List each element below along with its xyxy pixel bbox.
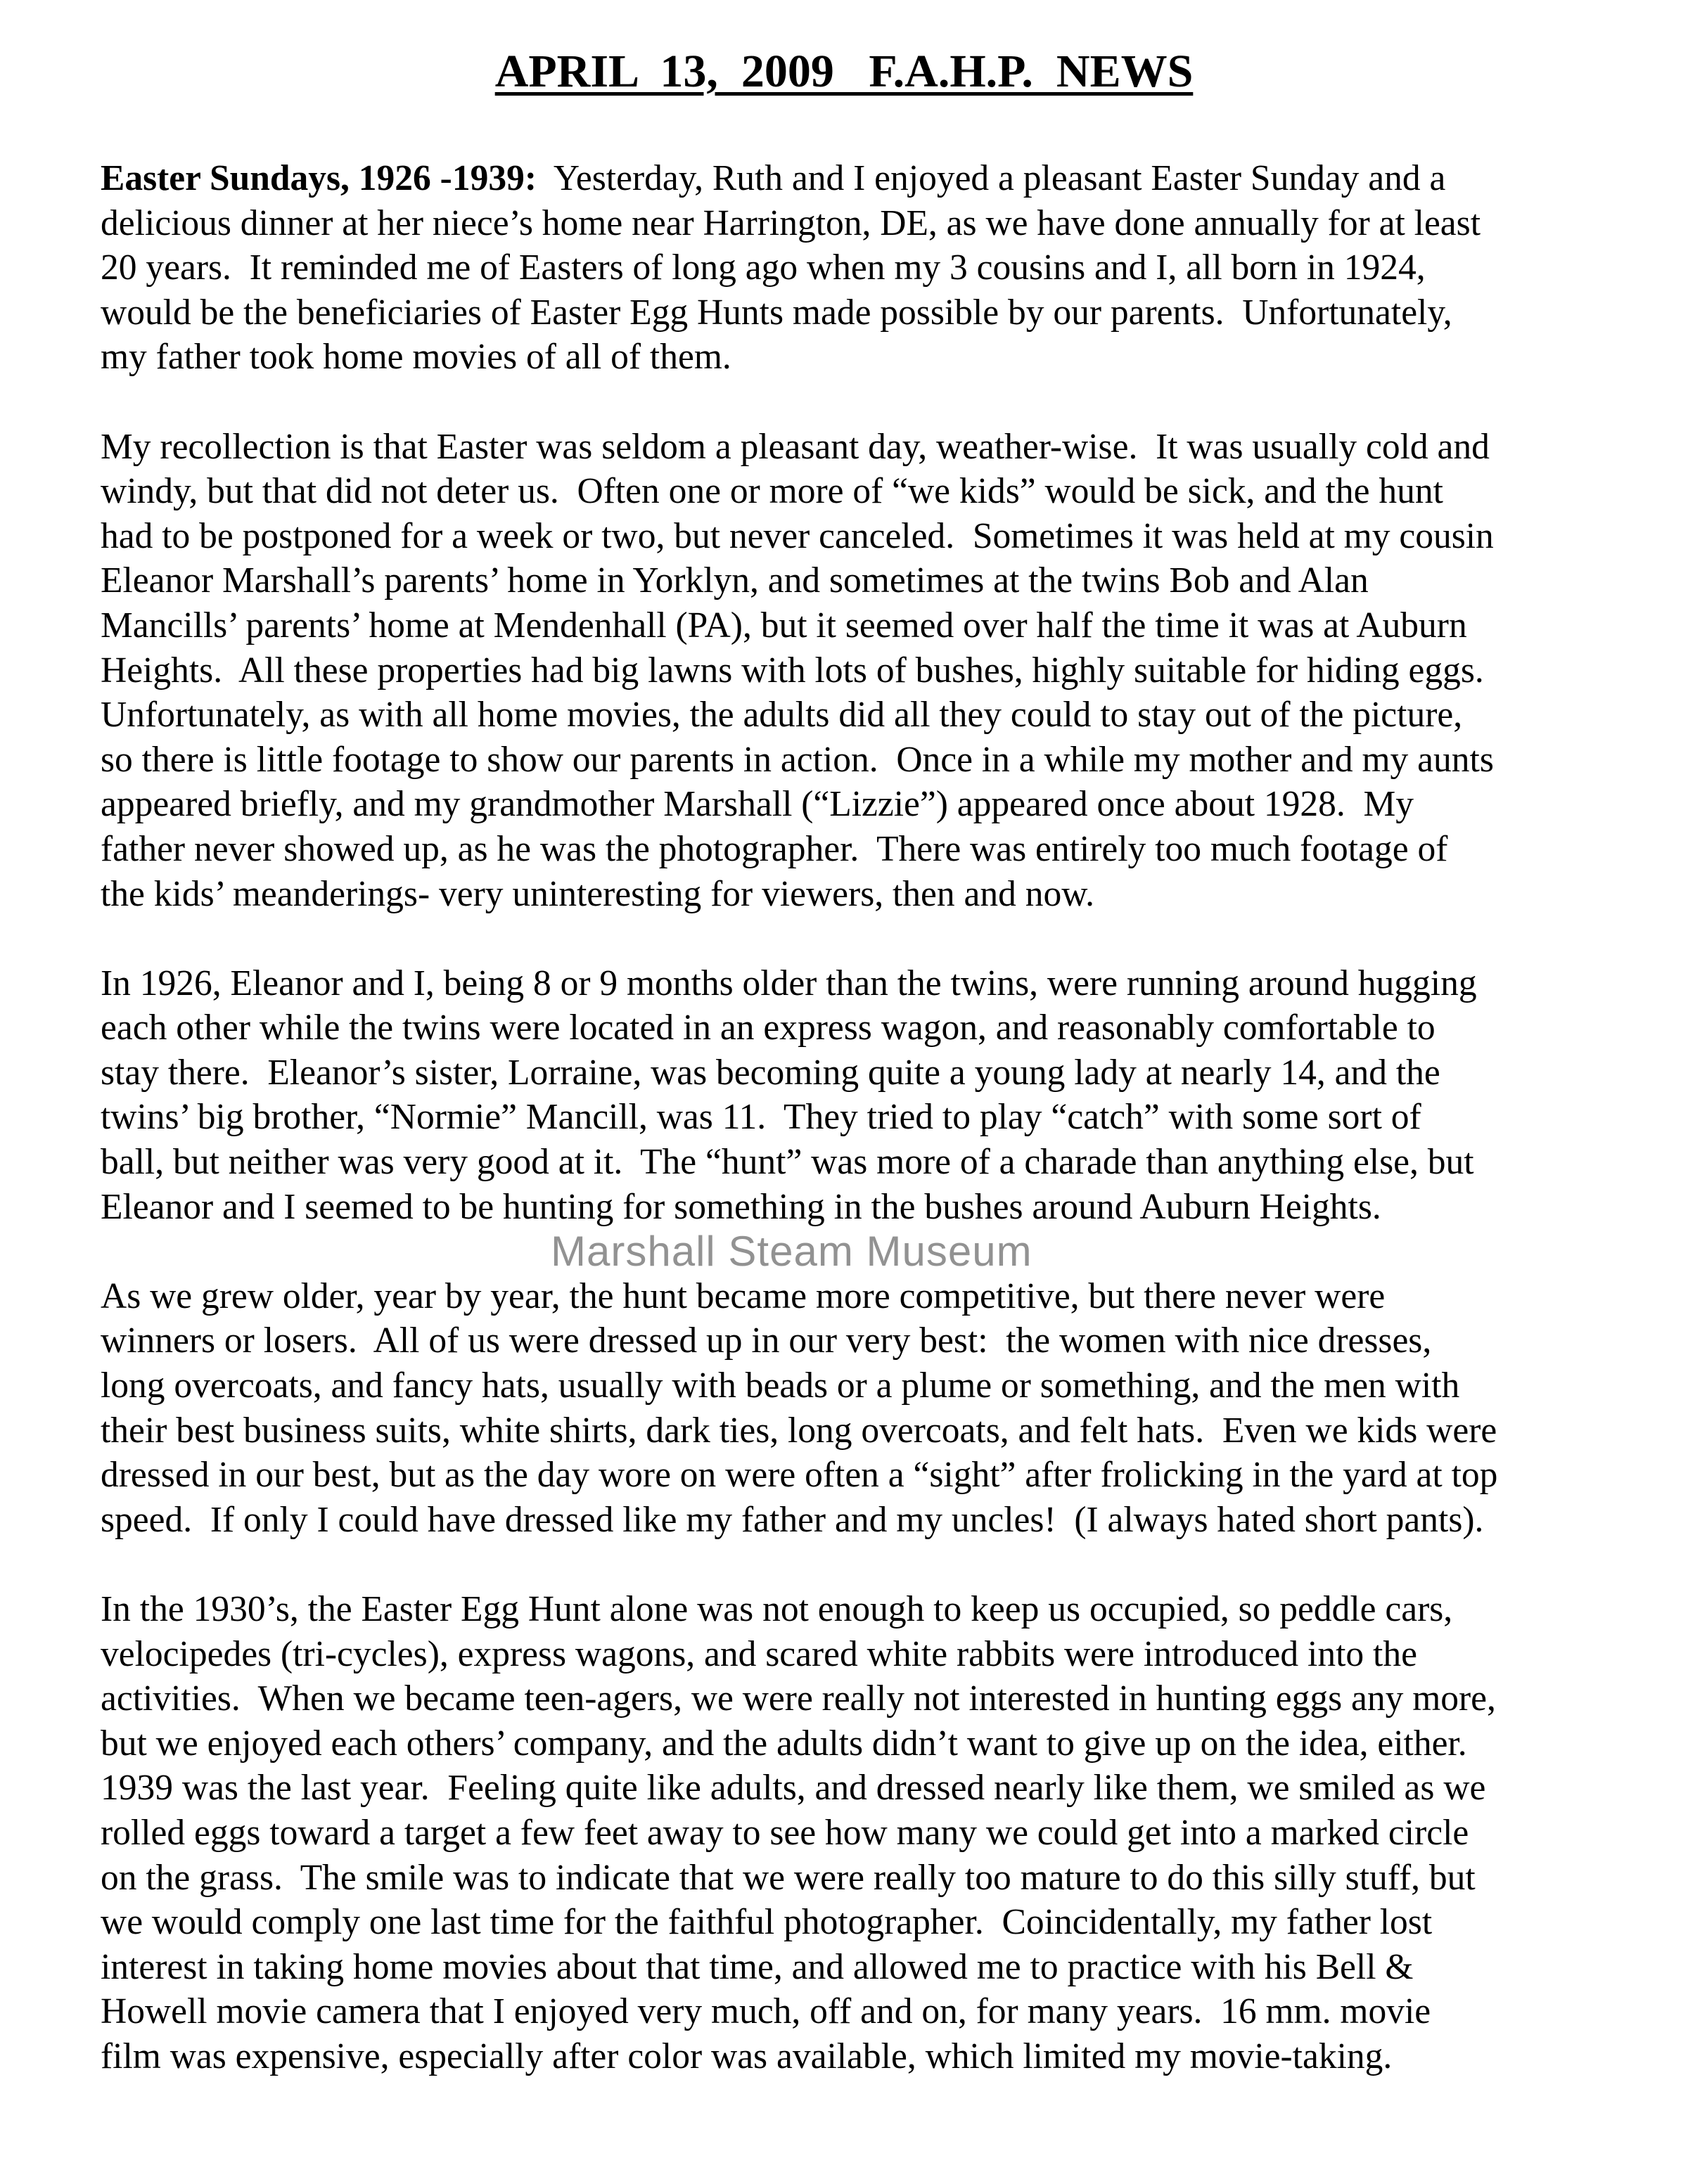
text-line (101, 1632, 1613, 1677)
text-line (101, 1811, 1613, 1856)
line-text: 20 years. It reminded me of Easters of long ago when my 3 cousins and I, all born in 1924, (101, 248, 1426, 288)
line-text: Howell movie camera that I enjoyed very much, off and on, for many years. 16 mm. movie (101, 1991, 1431, 2032)
line-text: rolled eggs toward a target a few feet away to see how many we could get into a marked circle (101, 1812, 1469, 1853)
line-text: on the grass. The smile was to indicate that we were really too mature to do this silly stuff, but (101, 1857, 1476, 1898)
line-text: father never showed up, as he was the photographer. There was entirely too much footage of (101, 828, 1448, 869)
line-text: As we grew older, year by year, the hunt became more competitive, but there never were (101, 1276, 1386, 1316)
line-text: interest in taking home movies about that time, and allowed me to practice with his Bell & (101, 1946, 1414, 1987)
text-line (101, 648, 1613, 693)
line-text: 1939 was the last year. Feeling quite like adults, and dressed nearly like them, we smiled as we (101, 1768, 1486, 1809)
paragraph-gap (101, 916, 1613, 961)
text-line (101, 603, 1613, 648)
text-line (101, 1006, 1613, 1051)
line-text: but we enjoyed each others’ company, and the adults didn’t want to give up on the idea, either. (101, 1723, 1467, 1764)
paragraph (101, 961, 1613, 1230)
paragraph (101, 1587, 1613, 2079)
line-text: had to be postponed for a week or two, but never canceled. Sometimes it was held at my cousin (101, 515, 1494, 556)
line-text: appeared briefly, and my grandmother Marshall (“Lizzie”) appeared once about 1928. My (101, 784, 1414, 825)
paragraph-gap (101, 380, 1613, 425)
text-line (101, 961, 1613, 1006)
text-line (101, 1856, 1613, 1901)
text-line (101, 201, 1613, 246)
line-text: In 1926, Eleanor and I, being 8 or 9 months older than the twins, were running around hugging (101, 963, 1477, 1003)
text-line (101, 290, 1613, 335)
line-text: so there is little footage to show our parents in action. Once in a while my mother and my aunts (101, 739, 1494, 780)
line-text: ball, but neither was very good at it. The “hunt” was more of a charade than anything else, but (101, 1142, 1474, 1183)
line-text: speed. If only I could have dressed like my father and my uncles! (I always hated short pants). (101, 1499, 1484, 1540)
line-text: my father took home movies of all of them. (101, 337, 731, 378)
line-text: activities. When we became teen-agers, we were really not interested in hunting eggs any more, (101, 1678, 1496, 1719)
paragraph (101, 156, 1613, 380)
text-line (101, 1498, 1613, 1543)
line-text: In the 1930’s, the Easter Egg Hunt alone was not enough to keep us occupied, so peddle cars, (101, 1589, 1453, 1629)
text-line (101, 2034, 1613, 2079)
text-line (101, 1721, 1613, 1766)
text-line (101, 1900, 1613, 1945)
text-line (101, 335, 1613, 380)
line-text: stay there. Eleanor’s sister, Lorraine, was becoming quite a young lady at nearly 14, and the (101, 1052, 1440, 1093)
line-text: would be the beneficiaries of Easter Egg Hunts made possible by our parents. Unfortunately, (101, 292, 1452, 333)
watermark: Marshall Steam Museum (551, 1228, 1032, 1276)
line-text: dressed in our best, but as the day wore on were often a “sight” after frolicking in the yard at top (101, 1455, 1498, 1496)
line-text: Eleanor Marshall’s parents’ home in Yorklyn, and sometimes at the twins Bob and Alan (101, 560, 1369, 601)
line-text: velocipedes (tri-cycles), express wagons, and scared white rabbits were introduced into the (101, 1633, 1417, 1674)
line-text: we would comply one last time for the faithful photographer. Coincidentally, my father lost (101, 1902, 1433, 1943)
page-title (0, 44, 1688, 100)
text-line (101, 693, 1613, 738)
text-line (101, 738, 1613, 783)
line-text: Yesterday, Ruth and I enjoyed a pleasant Easter Sunday and a (537, 158, 1446, 198)
text-line (101, 1318, 1613, 1363)
text-line (101, 1408, 1613, 1453)
paragraph-gap (101, 1229, 1613, 1274)
text-line (101, 1945, 1613, 1990)
line-text: delicious dinner at her niece’s home near Harrington, DE, as we have done annually for at least (101, 203, 1481, 243)
line-text: Eleanor and I seemed to be hunting for something in the bushes around Auburn Heights. (101, 1186, 1381, 1227)
text-line (101, 827, 1613, 872)
text-line (101, 1766, 1613, 1811)
line-text: their best business suits, white shirts, dark ties, long overcoats, and felt hats. Even we kids were (101, 1410, 1497, 1451)
text-line (101, 1676, 1613, 1721)
text-line (101, 1989, 1613, 2034)
line-text: Unfortunately, as with all home movies, the adults did all they could to stay out of the picture, (101, 695, 1463, 736)
text-line (101, 156, 1613, 201)
text-line (101, 782, 1613, 827)
paragraph (101, 425, 1613, 917)
text-line (101, 1095, 1613, 1140)
text-line (101, 245, 1613, 290)
line-text: each other while the twins were located in an express wagon, and reasonably comfortable to (101, 1008, 1436, 1048)
line-text: film was expensive, especially after color was available, which limited my movie-taking. (101, 2036, 1393, 2076)
line-text: winners or losers. All of us were dressed up in our very best: the women with nice dresses, (101, 1321, 1432, 1361)
text-line (101, 1274, 1613, 1319)
text-line (101, 514, 1613, 559)
paragraph-gap (101, 1542, 1613, 1587)
article-body (101, 156, 1613, 2079)
text-line (101, 1587, 1613, 1632)
text-line (101, 1051, 1613, 1096)
line-text: windy, but that did not deter us. Often one or more of “we kids” would be sick, and the hunt (101, 471, 1443, 512)
text-line (101, 1140, 1613, 1185)
text-line (101, 469, 1613, 514)
paragraph (101, 1274, 1613, 1543)
text-line (101, 872, 1613, 917)
text-line (101, 1185, 1613, 1230)
line-text: Mancills’ parents’ home at Mendenhall (PA), but it seemed over half the time it was at Auburn (101, 605, 1467, 645)
text-line (101, 1363, 1613, 1408)
section-heading: Easter Sundays, 1926 -1939: (101, 158, 537, 198)
title-text: APRIL 13, 2009 F.A.H.P. NEWS (494, 46, 1194, 97)
line-text: the kids’ meanderings- very uninteresting for viewers, then and now. (101, 873, 1094, 914)
line-text: My recollection is that Easter was seldom a pleasant day, weather-wise. It was usually cold and (101, 426, 1490, 467)
text-line (101, 558, 1613, 603)
line-text: long overcoats, and fancy hats, usually with beads or a plume or something, and the men with (101, 1366, 1460, 1406)
text-line (101, 425, 1613, 470)
line-text: Heights. All these properties had big lawns with lots of bushes, highly suitable for hiding eggs. (101, 650, 1484, 690)
line-text: twins’ big brother, “Normie” Mancill, was 11. They tried to play “catch” with some sort of (101, 1097, 1421, 1138)
text-line (101, 1453, 1613, 1498)
